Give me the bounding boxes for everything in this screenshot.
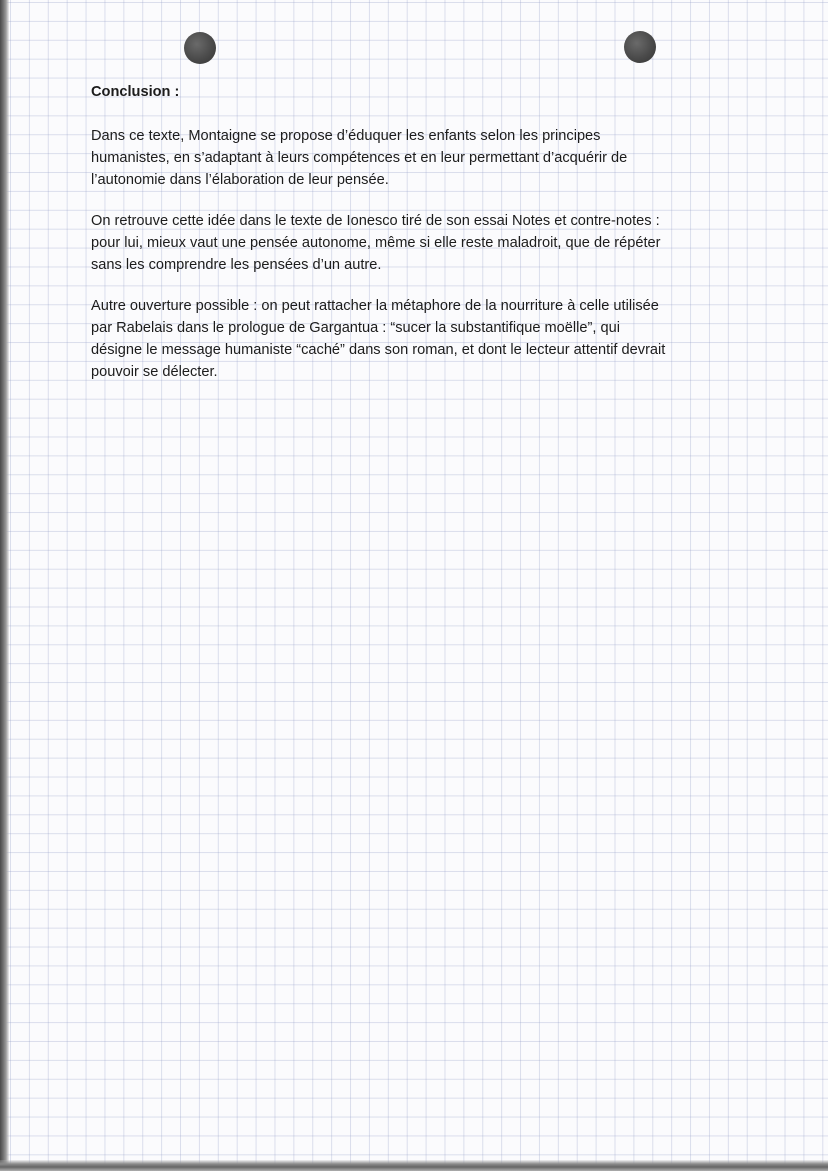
paragraph-line: Dans ce texte, Montaigne se propose d’éduquer les enfants selon les principes [91,128,601,144]
paragraph-line: sans les comprendre les pensées d’un autre. [91,257,382,273]
sheet-left-edge [0,0,9,1171]
paragraph-line: On retrouve cette idée dans le texte de Ionesco tiré de son essai Notes et contre-notes : [91,213,660,229]
paragraph-montaigne [91,125,771,191]
paragraph-line: désigne le message humaniste “caché” dans son roman, et dont le lecteur attentif devrait [91,342,666,358]
punch-hole-left [184,32,216,64]
paragraph-line: pour lui, mieux vaut une pensée autonome, même si elle reste maladroit, que de répéter [91,235,661,251]
sheet-bottom-edge [0,1160,828,1171]
paragraph-line: Autre ouverture possible : on peut rattacher la métaphore de la nourriture à celle utilisée [91,298,659,314]
document-body [91,81,771,402]
punch-hole-right [624,31,656,63]
paragraph-ionesco [91,210,771,276]
paragraph-line: par Rabelais dans le prologue de Gargantua : “sucer la substantifique moëlle”, qui [91,320,620,336]
paragraph-line: l’autonomie dans l’élaboration de leur pensée. [91,172,389,188]
paragraph-line: humanistes, en s’adaptant à leurs compétences et en leur permettant d’acquérir de [91,150,628,166]
paragraph-line: pouvoir se délecter. [91,364,218,380]
conclusion-heading: Conclusion : [91,84,180,100]
paragraph-rabelais [91,295,771,383]
